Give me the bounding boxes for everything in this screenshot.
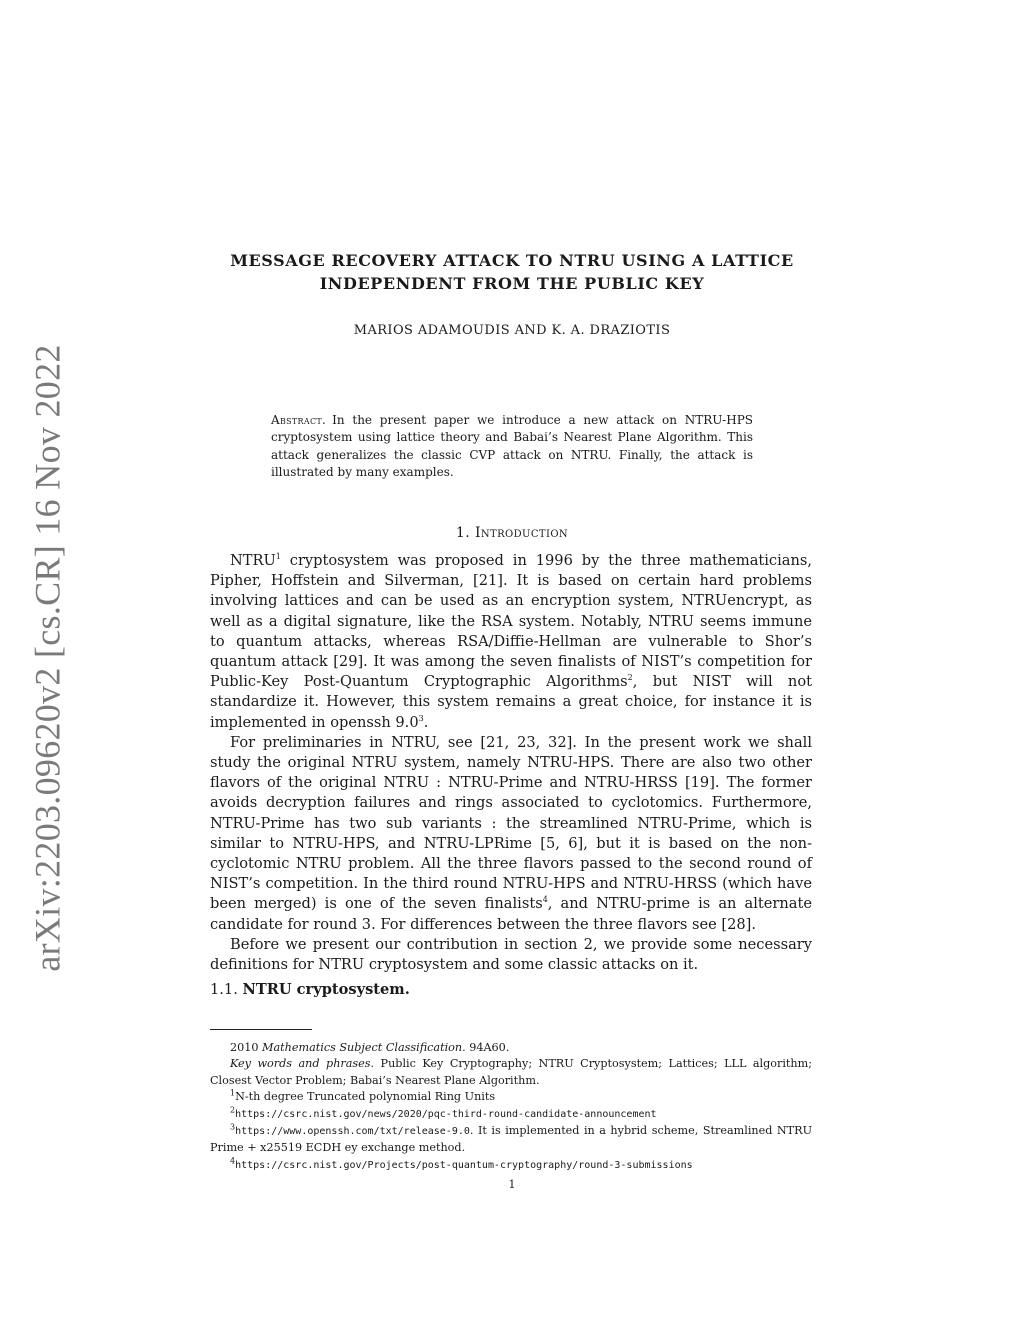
- footnote-3: [210, 1123, 812, 1157]
- paper-title: [200, 249, 824, 295]
- footnote-4-link[interactable]: https://csrc.nist.gov/Projects/post-quantum-cryptography/round-3-submissions: [235, 1159, 693, 1171]
- section-title: Introduction: [474, 525, 569, 541]
- footnotes: [210, 1040, 812, 1174]
- footnote-3-text: . It is implemented in a hybrid scheme, Streamlined NTRU Prime + x25519 ECDH ey exchange method.: [210, 1124, 812, 1155]
- abstract-text: In the present paper we introduce a new attack on NTRU-HPS cryptosystem using lattice theory and Babai’s Nearest Plane Algorithm. This attack generalizes the classic CVP attack on NTRU. Finally, the attack is illustrated by many examples.: [271, 413, 753, 480]
- footnote-2: [210, 1106, 812, 1123]
- subsection-heading: [210, 981, 410, 998]
- section-number: 1.: [455, 525, 471, 541]
- paragraph-1: [210, 551, 812, 733]
- msc-value: 94A60.: [465, 1041, 510, 1054]
- abstract: [271, 412, 753, 482]
- footnote-ref-4: 4: [542, 895, 548, 905]
- footnote-rule: [210, 1029, 312, 1030]
- subsection-number: 1.1.: [210, 981, 238, 998]
- para1-text-c: , but NIST will not standardize it. However, this system remains a great choice, for instance it is implemented in openssh 9.0: [210, 673, 812, 731]
- footnote-ref-3: 3: [418, 713, 424, 723]
- footnote-1-mark: 1: [230, 1088, 236, 1098]
- footnote-3-mark: 3: [230, 1122, 236, 1132]
- msc-label: Mathematics Subject Classification.: [262, 1041, 466, 1054]
- msc-prefix: 2010: [230, 1041, 263, 1054]
- footnote-4: [210, 1157, 812, 1174]
- footnote-1-text: N-th degree Truncated polynomial Ring Units: [235, 1090, 496, 1104]
- para2-text-a: For preliminaries in NTRU, see [21, 23, 32]. In the present work we shall study the original NTRU system, namely NTRU-HPS. There are also two other flavors of the original NTRU : NTRU-Prime and NTRU-HRSS [19]. The former avoids decryption failures and rings associated to cyclotomics. Furthermore, NTRU-Prime has two sub variants : the streamlined NTRU-Prime, which is similar to NTRU-HPS, and NTRU-LPRime [5, 6], but it is based on the non-cyclotomic NTRU problem. All the three flavors passed to the second round of NIST’s competition. In the third round NTRU-HPS and NTRU-HRSS (which have been merged) is one of the seven finalists: [210, 733, 812, 913]
- footnote-2-link[interactable]: https://csrc.nist.gov/news/2020/pqc-third-round-candidate-announcement: [235, 1108, 657, 1120]
- keywords-footnote: [210, 1056, 812, 1089]
- footnote-3-link[interactable]: https://www.openssh.com/txt/release-9.0: [235, 1126, 470, 1138]
- paragraph-3: Before we present our contribution in section 2, we provide some necessary definitions for NTRU cryptosystem and some classic attacks on it.: [210, 935, 812, 974]
- arxiv-identifier-text: arXiv:2203.09620v2 [cs.CR] 16 Nov 2022: [28, 344, 69, 972]
- footnote-ref-1: 1: [275, 552, 281, 562]
- arxiv-identifier: [22, 344, 74, 972]
- authors: MARIOS ADAMOUDIS AND K. A. DRAZIOTIS: [353, 323, 671, 338]
- footnote-ref-2: 2: [627, 673, 633, 683]
- page-number: 1: [508, 1178, 516, 1191]
- title-line-1: MESSAGE RECOVERY ATTACK TO NTRU USING A LATTICE: [230, 251, 794, 270]
- footnote-1: [210, 1089, 812, 1105]
- body-text: [210, 551, 812, 975]
- paragraph-2: [210, 733, 812, 935]
- footnote-2-mark: 2: [230, 1104, 236, 1114]
- para1-text-d: .: [423, 713, 429, 731]
- msc-footnote: [210, 1040, 812, 1056]
- para2-text-b: , and NTRU-prime is an alternate candidate for round 3. For differences between the three flavors see [28].: [210, 895, 813, 933]
- section-heading: [200, 525, 824, 541]
- para1-text-b: cryptosystem was proposed in 1996 by the three mathematicians, Pipher, Hoffstein and Silverman, [21]. It is based on certain hard problems involving lattices and can be used as an encryption system, NTRUencrypt, as well as a digital signature, like the RSA system. Notably, NTRU seems immune to quantum attacks, whereas RSA/Diffie-Hellman are vulnerable to Shor’s quantum attack [29]. It was among the seven finalists of NIST’s competition for Public-Key Post-Quantum Cryptographic Algorithms: [210, 552, 812, 691]
- subsection-title: NTRU cryptosystem.: [242, 981, 410, 998]
- title-line-2: INDEPENDENT FROM THE PUBLIC KEY: [319, 274, 705, 293]
- footnote-4-mark: 4: [230, 1156, 236, 1166]
- keywords-value: Public Key Cryptography; NTRU Cryptosystem; Lattices; LLL algorithm; Closest Vector Problem; Babai’s Nearest Plane Algorithm.: [210, 1057, 812, 1087]
- abstract-heading: Abstract.: [271, 413, 327, 427]
- para1-text-a: NTRU: [230, 552, 276, 569]
- keywords-label: Key words and phrases.: [230, 1057, 375, 1071]
